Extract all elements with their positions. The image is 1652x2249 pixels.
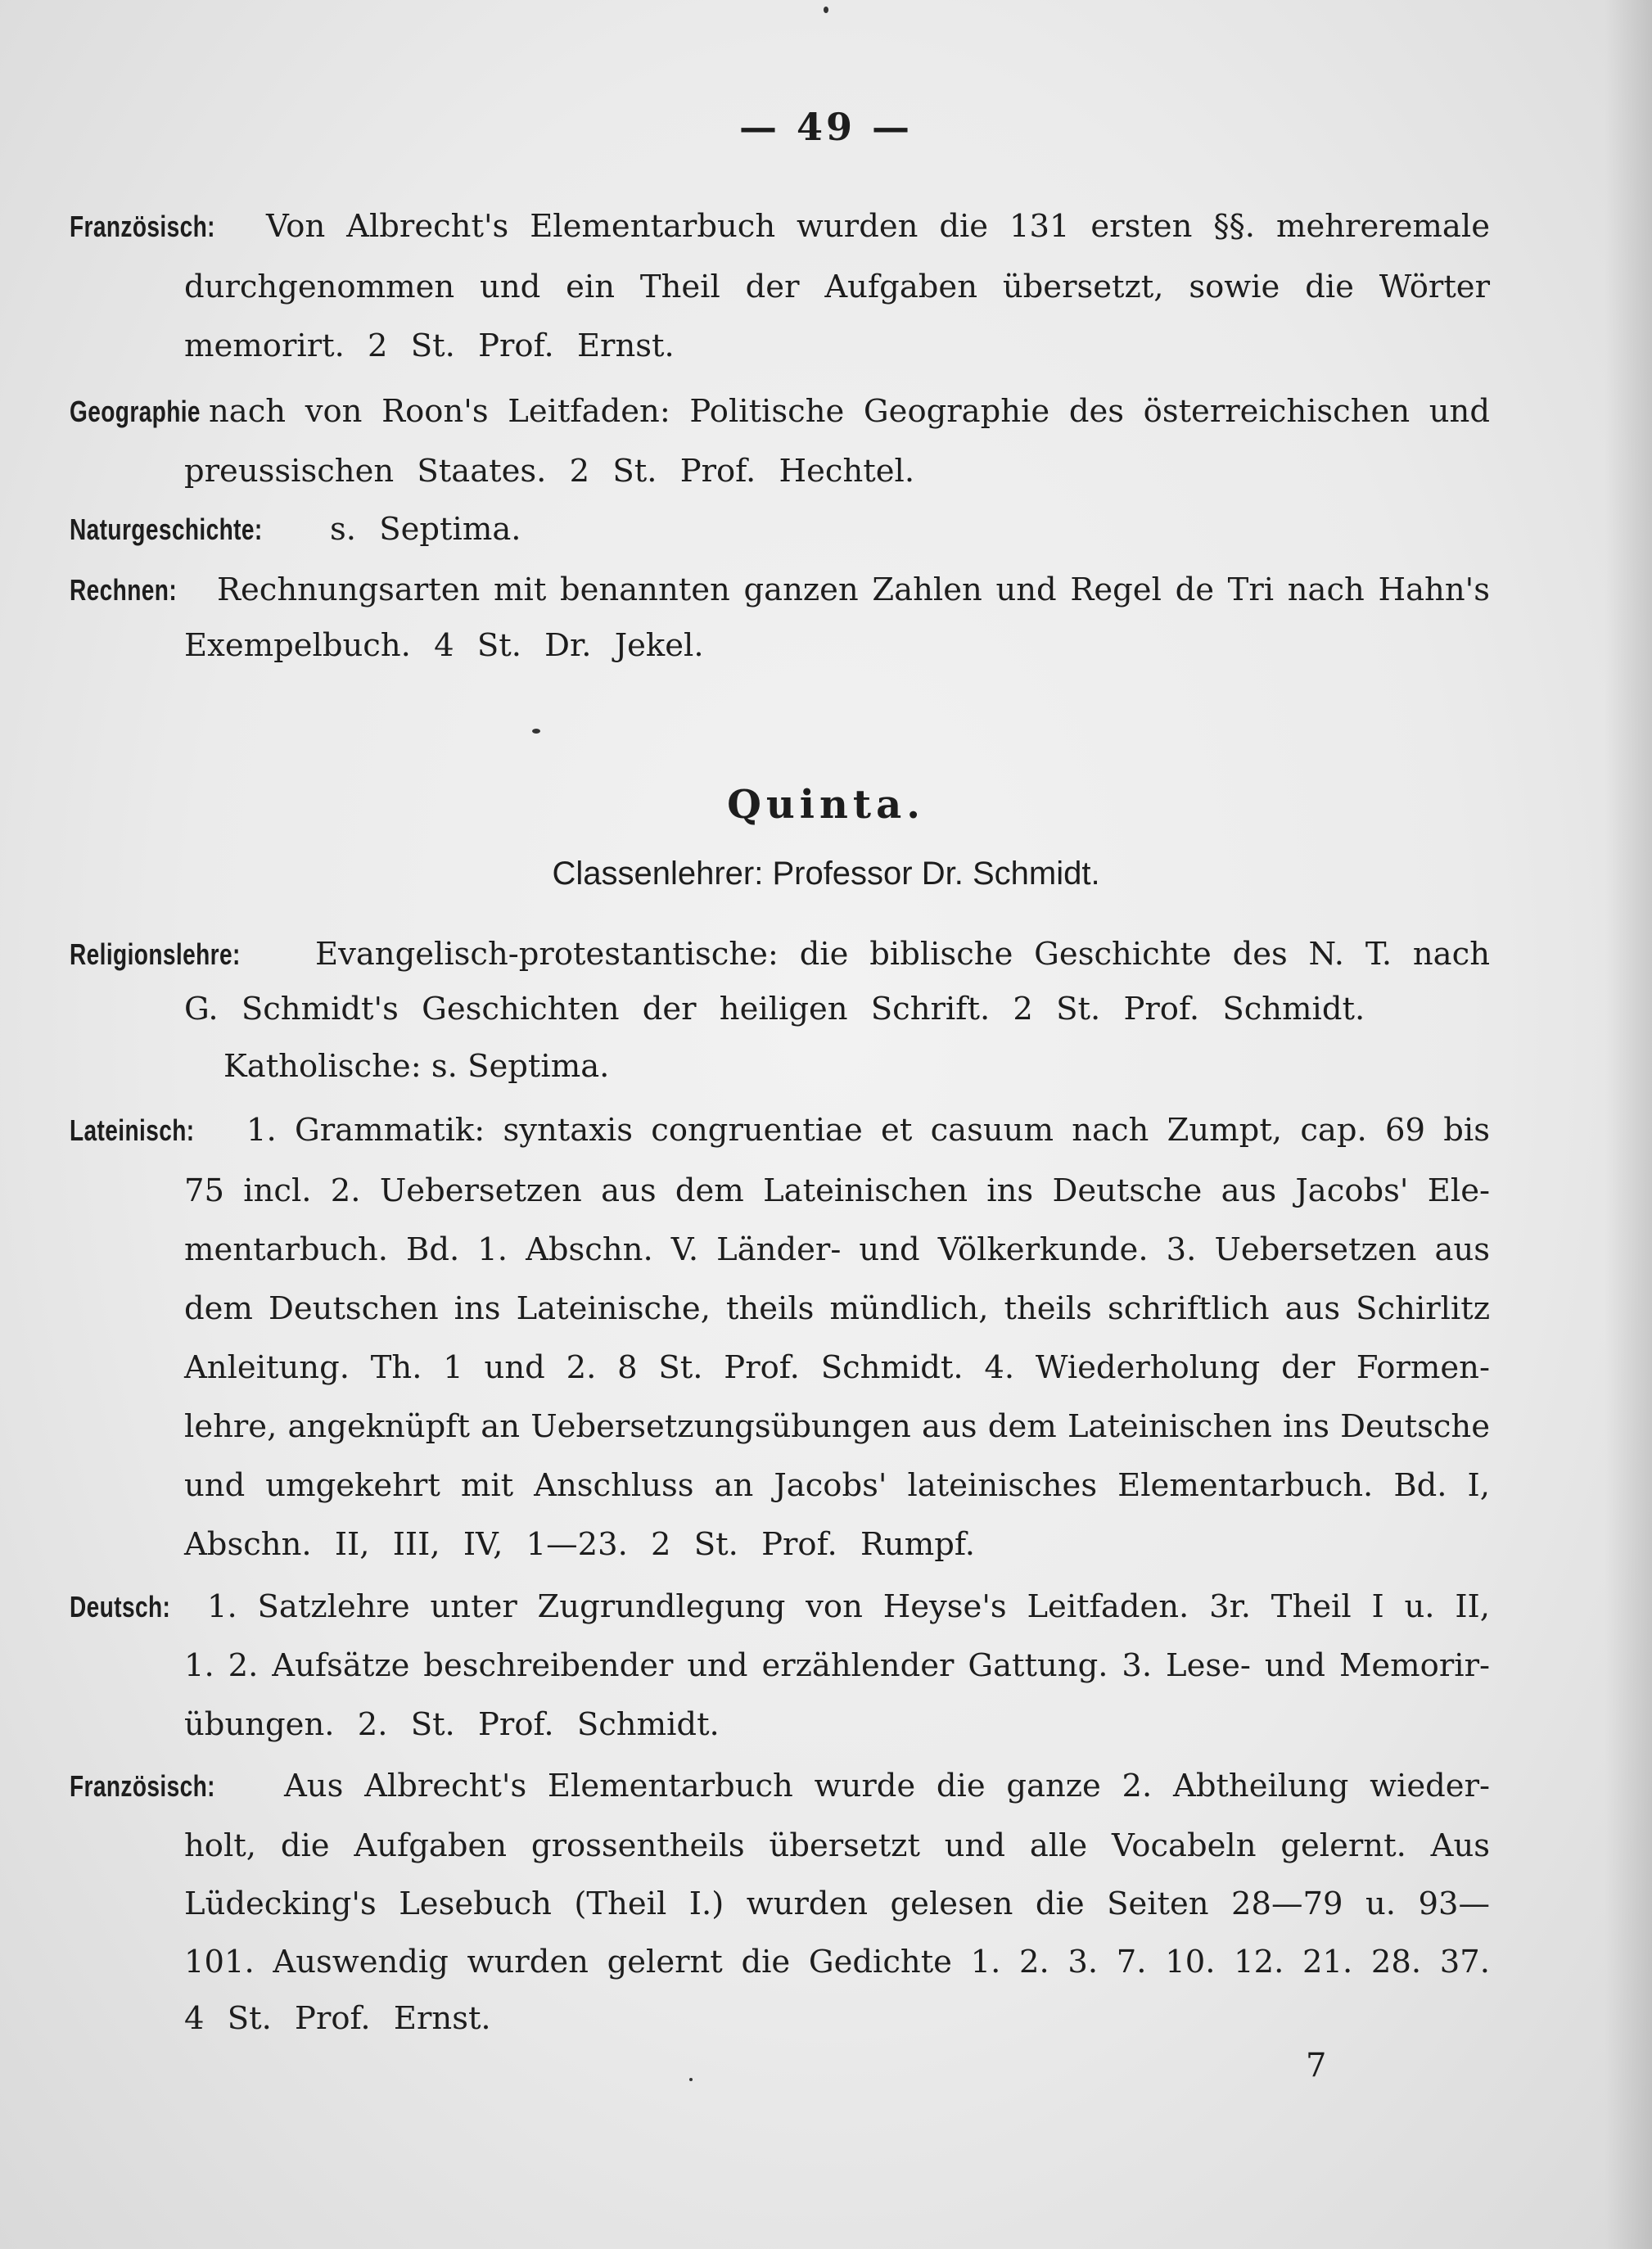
deutsch-label: Deutsch: [70,1590,171,1624]
franzoesisch-line-2: durchgenommen und ein Theil der Aufgaben übersetzt, sowie die Wörter [184,269,1490,305]
deutsch-text: 1. Satzlehre unter Zugrundlegung von Heyse's Leitfaden. 3r. Theil I u. II, [207,1588,1490,1625]
page-edge-shadow [1605,0,1652,2249]
lateinisch-line-1 [70,1112,1490,1149]
geographie-text: nach von Roon's Leitfaden: Politische Geographie des österreichischen und [209,393,1490,430]
franzoesisch-quinta-label: Französisch: [70,1769,215,1803]
lateinisch-line-8: Abschn. II, III, IV, 1—23. 2 St. Prof. Rumpf. [184,1526,975,1563]
lateinisch-line-3: mentarbuch. Bd. 1. Abschn. V. Länder- und Völkerkunde. 3. Uebersetzen aus [184,1231,1490,1268]
franzoesisch-quinta-text: Aus Albrecht's Elementarbuch wurde die ganze 2. Abtheilung wieder- [284,1768,1490,1804]
signature-mark: 7 [1306,2047,1327,2084]
deutsch-line-1 [70,1588,1490,1625]
religionslehre-line-3: Katholische: s. Septima. [223,1048,610,1085]
naturgeschichte-line-1 [70,511,521,548]
section-title-quinta: Quinta. [727,782,925,828]
geographie-label: Geographie [70,395,201,428]
deutsch-line-3: übungen. 2. St. Prof. Schmidt. [184,1706,720,1743]
lateinisch-line-6: lehre, angeknüpft an Uebersetzungsübungen aus dem Lateinischen ins Deutsche [184,1408,1490,1445]
lateinisch-line-5: Anleitung. Th. 1 und 2. 8 St. Prof. Schmidt. 4. Wiederholung der Formen- [184,1349,1490,1386]
geographie-line-2: preussischen Staates. 2 St. Prof. Hechtel. [184,453,915,490]
print-speck [689,2078,693,2081]
franzoesisch-quinta-line-3: Lüdecking's Lesebuch (Theil I.) wurden gelesen die Seiten 28—79 u. 93— [184,1885,1490,1922]
classenlehrer-heading: Classenlehrer: Professor Dr. Schmidt. [552,856,1100,892]
print-speck [824,7,828,13]
lateinisch-label: Lateinisch: [70,1113,195,1147]
page-number: — 49 — [738,105,914,149]
franzoesisch-quinta-line-1 [70,1768,1490,1804]
rechnen-line-2: Exempelbuch. 4 St. Dr. Jekel. [184,627,704,664]
franzoesisch-line-1 [70,208,1490,245]
religionslehre-line-1 [70,936,1490,973]
franzoesisch-line-3: memorirt. 2 St. Prof. Ernst. [184,327,675,364]
lateinisch-text: 1. Grammatik: syntaxis congruentiae et casuum nach Zumpt, cap. 69 bis [246,1112,1490,1149]
franzoesisch-label: Französisch: [70,210,215,243]
print-speck [532,729,540,734]
franzoesisch-quinta-line-5: 4 St. Prof. Ernst. [184,2000,491,2037]
naturgeschichte-label: Naturgeschichte: [70,513,263,546]
rechnen-label: Rechnen: [70,573,178,607]
religionslehre-label: Religionslehre: [70,937,241,971]
lateinisch-line-4: dem Deutschen ins Lateinische, theils mündlich, theils schriftlich aus Schirlitz [184,1290,1490,1327]
franzoesisch-text: Von Albrecht's Elementarbuch wurden die 131 ersten §§. mehreremale [266,208,1490,245]
deutsch-line-2: 1. 2. Aufsätze beschreibender und erzählender Gattung. 3. Lese- und Memorir- [184,1647,1490,1684]
franzoesisch-quinta-line-4: 101. Auswendig wurden gelernt die Gedichte 1. 2. 3. 7. 10. 12. 21. 28. 37. [184,1944,1490,1980]
rechnen-line-1 [70,571,1490,608]
naturgeschichte-text: s. Septima. [330,511,521,548]
lateinisch-line-2: 75 incl. 2. Uebersetzen aus dem Lateinischen ins Deutsche aus Jacobs' Ele- [184,1172,1490,1209]
religionslehre-line-2: G. Schmidt's Geschichten der heiligen Schrift. 2 St. Prof. Schmidt. [184,991,1365,1027]
rechnen-text: Rechnungsarten mit benannten ganzen Zahlen und Regel de Tri nach Hahn's [217,571,1490,608]
franzoesisch-quinta-line-2: holt, die Aufgaben grossentheils übersetzt und alle Vocabeln gelernt. Aus [184,1827,1490,1864]
geographie-line-1 [70,393,1490,430]
lateinisch-line-7: und umgekehrt mit Anschluss an Jacobs' lateinisches Elementarbuch. Bd. I, [184,1467,1490,1504]
religionslehre-text: Evangelisch-protestantische: die biblische Geschichte des N. T. nach [315,936,1490,973]
